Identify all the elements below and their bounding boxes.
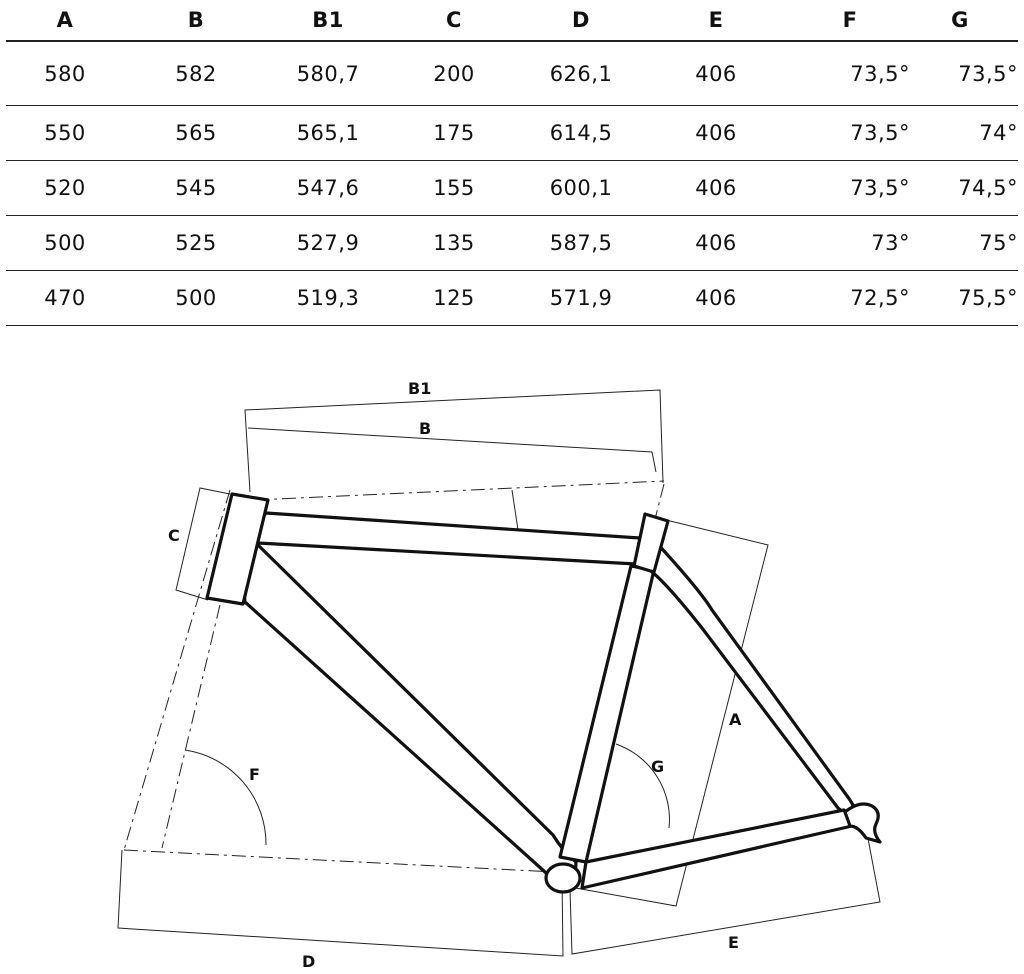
table-cell: 73°: [871, 231, 910, 255]
table-cell: 73,5°: [958, 61, 1018, 86]
table-cell: 527,9: [296, 231, 360, 255]
table-cell: 406: [695, 121, 737, 145]
chain-stay: [582, 810, 852, 888]
table-cell: 500: [44, 231, 86, 255]
table-cell: 406: [695, 176, 737, 200]
label-f: F: [249, 765, 260, 784]
table-cell: 582: [175, 61, 217, 86]
table-cell: 74°: [979, 121, 1018, 145]
table-cell: 626,1: [549, 61, 613, 86]
table-cell: 600,1: [549, 176, 613, 200]
table-cell: 73,5°: [850, 121, 910, 145]
table-cell: 580,7: [296, 61, 360, 86]
table-cell: 73,5°: [850, 61, 910, 86]
label-d: D: [302, 952, 316, 971]
label-c: C: [168, 526, 180, 545]
table-cell: 175: [433, 121, 475, 145]
header-cell: G: [951, 8, 969, 32]
bottom-bracket: [546, 864, 580, 892]
seat-tube: [560, 566, 654, 862]
table-cell: 587,5: [549, 231, 613, 255]
top-tube: [257, 513, 640, 564]
table-cell: 580: [44, 61, 86, 86]
dimension-lines: [118, 390, 880, 956]
b1-dimension-bracket: [245, 390, 663, 492]
label-g: G: [651, 757, 665, 776]
table-cell: 200: [433, 61, 475, 86]
table-cell: 519,3: [296, 286, 360, 310]
table-cell: 406: [695, 231, 737, 255]
table-cell: 75°: [979, 231, 1018, 255]
label-b1: B1: [408, 379, 432, 398]
table-cell: 74,5°: [958, 176, 1018, 200]
header-cell: C: [446, 8, 462, 32]
table-cell: 72,5°: [850, 286, 910, 310]
table-cell: 75,5°: [958, 286, 1018, 310]
table-cell: 520: [44, 176, 86, 200]
b-centre-line: [255, 481, 664, 500]
down-tube: [244, 545, 576, 883]
table-cell: 406: [695, 286, 737, 310]
b1-reference-tick: [512, 490, 518, 530]
label-b: B: [419, 419, 432, 438]
table-cell: 545: [175, 176, 217, 200]
header-cell: E: [708, 8, 724, 32]
label-e: E: [728, 933, 739, 952]
table-cell: 135: [433, 231, 475, 255]
table-cell: 500: [175, 286, 217, 310]
header-cell: D: [572, 8, 590, 32]
header-cell: B1: [312, 8, 344, 32]
frame-outline: [207, 494, 880, 892]
table-cell: 547,6: [296, 176, 360, 200]
table-cell: 155: [433, 176, 475, 200]
header-cell: F: [842, 8, 858, 32]
table-cell: 406: [695, 61, 737, 86]
table-cell: 125: [433, 286, 475, 310]
table-cell: 571,9: [549, 286, 613, 310]
table-cell: 525: [175, 231, 217, 255]
header-cell: B: [187, 8, 205, 32]
rear-dropout: [845, 804, 880, 842]
table-cell: 565,1: [296, 121, 360, 145]
table-cell: 565: [175, 121, 217, 145]
header-cell: A: [56, 8, 74, 32]
table-cell: 614,5: [549, 121, 613, 145]
table-cell: 73,5°: [850, 176, 910, 200]
table-cell: 550: [44, 121, 86, 145]
label-a: A: [729, 710, 742, 729]
table-cell: 470: [44, 286, 86, 310]
b-dimension-bracket: [248, 428, 656, 472]
seat-stay: [652, 540, 854, 818]
d-dimension-bracket: [118, 850, 563, 956]
front-axle-line: [124, 850, 555, 872]
